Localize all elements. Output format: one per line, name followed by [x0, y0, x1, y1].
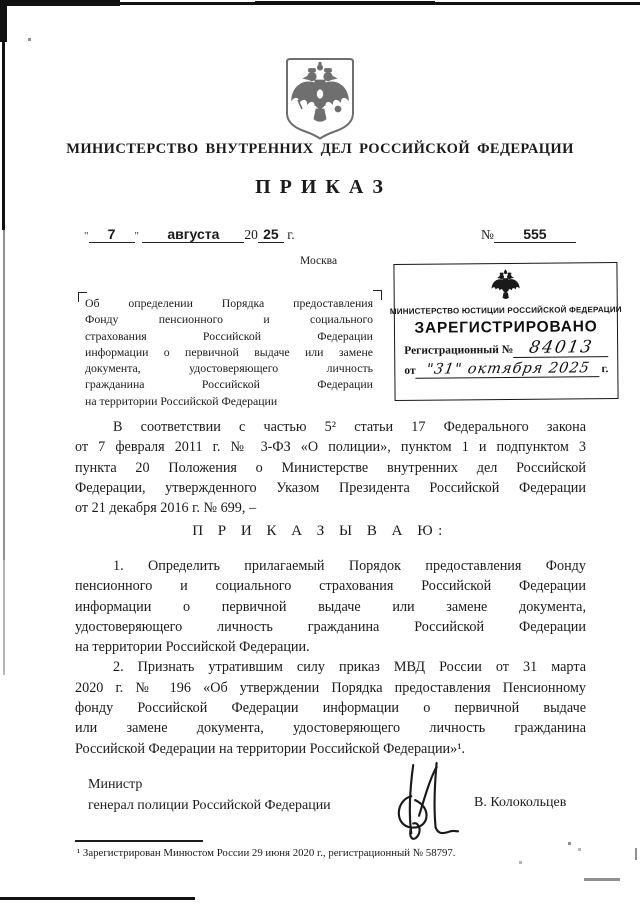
subject-line: гражданина Российской Федерации	[85, 377, 373, 392]
subject-line: на территории Российской Федерации	[85, 393, 278, 408]
scan-artifact	[635, 848, 637, 860]
subject-line: информации о первичной выдаче или замене	[85, 344, 373, 359]
document-number-row	[481, 226, 576, 243]
order-word-heading: П Р И К А З Ы В А Ю:	[192, 523, 448, 539]
scan-artifact	[28, 38, 31, 41]
stamp-date-suffix: г.	[601, 363, 609, 376]
scan-artifact	[584, 878, 620, 881]
footnote-rule	[75, 840, 203, 842]
document-type-heading: П Р И К А З	[255, 176, 385, 198]
stamp-date-field	[416, 360, 600, 379]
stamp-reg-number-field	[513, 339, 608, 358]
text-line: Федерации, утвержденного Указом Президента Российской Федерации	[75, 479, 586, 496]
quote-open: "	[84, 230, 89, 242]
stamp-date-prefix: от	[404, 364, 416, 377]
stamp-date-value: "31" октября 2025	[424, 360, 591, 378]
text-line: В соответствии с частью 5² статьи 17 Федерального закона	[113, 419, 586, 435]
signer-position-line1: Министр	[88, 777, 143, 792]
date-month-value: августа	[142, 226, 244, 243]
registration-stamp	[389, 262, 622, 401]
preamble-paragraph	[75, 417, 586, 518]
stamp-registered-label: ЗАРЕГИСТРИРОВАНО	[414, 318, 598, 337]
russia-coat-of-arms-icon	[282, 56, 358, 140]
scan-artifact	[578, 848, 581, 851]
scan-artifact	[519, 861, 522, 864]
subject-line: страхования Российской Федерации	[85, 328, 373, 343]
minjust-coat-of-arms-icon	[485, 269, 525, 303]
stamp-reg-number-value: 84013	[527, 337, 595, 358]
text-line: от 7 февраля 2011 г. № 3-ФЗ «О полиции», пунктом 1 и подпунктом 3	[75, 439, 586, 456]
text-line: от 21 декабря 2016 г. № 699, –	[75, 500, 257, 517]
number-sign: №	[481, 227, 494, 242]
subject-block	[85, 295, 373, 409]
scan-artifact	[255, 1, 435, 5]
city-label: Москва	[300, 255, 338, 267]
subject-line: Фонду пенсионного и социального	[85, 312, 373, 327]
text-line: Российской Федерации на территории Российской Федерации»¹.	[75, 740, 466, 757]
text-line: фонду Российской Федерации информации о первичной выдаче	[75, 700, 586, 717]
footnote-text: ¹ Зарегистрирован Минюстом России 29 июня 2020 г., регистрационный № 58797.	[77, 847, 456, 859]
signer-name: В. Колокольцев	[474, 795, 567, 810]
ministry-title: МИНИСТЕРСТВО ВНУТРЕННИХ ДЕЛ РОССИЙСКОЙ ФЕДЕРАЦИИ	[66, 141, 574, 157]
date-year-value: 25	[258, 226, 284, 243]
text-line: на территории Российской Федерации.	[75, 639, 310, 656]
text-line: 1. Определить прилагаемый Порядок предоставления Фонду	[113, 558, 586, 574]
stamp-reg-number-label: Регистрационный №	[404, 343, 514, 357]
quote-close: "	[134, 230, 139, 242]
corner-mark-top-right	[373, 290, 382, 300]
stamp-date-row	[404, 360, 608, 379]
text-line: информации о первичной выдаче или замене документа,	[75, 598, 586, 615]
text-line: удостоверяющего личность гражданина Российской Федерации	[75, 618, 586, 635]
year-prefix: 20	[244, 227, 258, 242]
signer-position-line2: генерал полиции Российской Федерации	[88, 798, 331, 813]
subject-line: Об определении Порядка предоставления	[85, 296, 373, 310]
order-items	[75, 556, 586, 759]
text-line: или замене документа, удостоверяющего личность гражданина	[75, 720, 586, 737]
scan-artifact	[3, 230, 5, 560]
corner-mark-top-left	[78, 292, 87, 302]
year-suffix: г.	[287, 227, 295, 242]
stamp-reg-number-row	[404, 339, 608, 359]
scan-artifact	[0, 897, 195, 900]
text-line: 2020 г. № 196 «Об утверждении Порядка предоставления Пенсионному	[75, 679, 586, 696]
date-day-value: 7	[89, 226, 135, 243]
text-line: 2. Признать утратившим силу приказ МВД России от 31 марта	[113, 659, 586, 676]
text-line: пенсионного и социального страхования Российской Федерации	[75, 578, 586, 595]
subject-line: документа, удостоверяющего личность	[85, 361, 373, 376]
date-row	[84, 226, 295, 243]
stamp-ministry-label: МИНИСТЕРСТВО ЮСТИЦИИ РОССИЙСКОЙ ФЕДЕРАЦИИ	[389, 304, 622, 317]
scan-artifact	[568, 842, 571, 845]
handwritten-signature-icon	[382, 757, 460, 855]
scan-artifact	[3, 560, 5, 675]
text-line: пункта 20 Положения о Министерстве внутренних дел Российской	[75, 459, 586, 476]
document-number-value: 555	[494, 226, 576, 243]
